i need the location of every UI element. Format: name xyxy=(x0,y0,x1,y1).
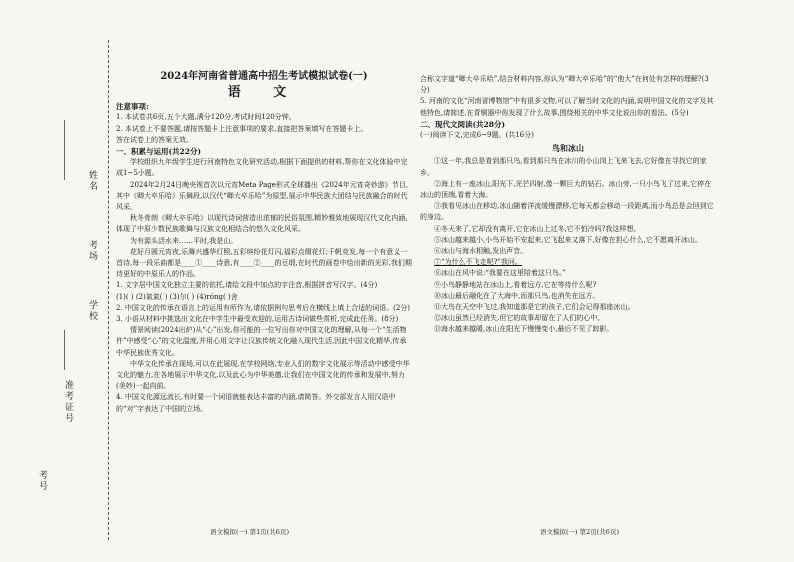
notes-title: 注意事项: xyxy=(116,102,149,112)
article-paragraph: ⑤冰山越来越小,小鸟开始不安起来,它飞起来又落下,好像在担心什么,它不愿离开冰山。 xyxy=(434,235,702,244)
question-1-blanks: (1)( ) (2)氣氣( ) (3)尔( ) (4)róng( )舍 xyxy=(116,292,238,301)
article-paragraph: ⑥冰山与海水相触,发出声音。 xyxy=(434,247,528,256)
right-intro: 合称文字道“卿大卒乐哈”,结合材料内容,你认为“卿大卒乐哈”的“他大”在何处有怎样的理解?(3分) xyxy=(420,75,709,95)
note-item: 2. 本试卷上不要答题,请按答题卡上注意事项的要求,直接把答案填写在答题卡上。 xyxy=(116,124,368,133)
article-paragraph: ⑩冰山最后融化在了大海中,而那只鸟,也消失在远方。 xyxy=(434,291,600,300)
question-1: 1. 文字居中国文化独立主要的依托,请给文段中加点的字注音,根据拼音写汉字。(4分) xyxy=(116,281,378,290)
binding-label-room: 考场 xyxy=(87,240,97,262)
note-item: 答在试卷上的答案无效。 xyxy=(116,135,193,144)
passage-paragraph: 为有源头活水来……平时,我是山。 xyxy=(130,236,238,245)
article-paragraph: ⑪大鸟在天空中飞过,我知道那是它的孩子,它们会记得那座冰山。 xyxy=(434,303,635,312)
question-2: 2. 中国文化的传承在语言上的运用有所作为,请依据例句思考后在横线上填上合适的词语。(2分) xyxy=(116,303,411,312)
article-paragraph: ⑧冰山在风中说:“我要在这里陪着这只鸟。” xyxy=(434,269,567,278)
article-paragraph: ⑨小鸟静静地站在冰山上,看着远方,它在等待什么呢? xyxy=(434,280,597,289)
right-page xyxy=(420,74,716,336)
article-paragraph: ③我看见冰山在移动,冰山随着洋流缓慢漂移,它每天都会移动一段距离,而小鸟总是会回到它的身边。 xyxy=(420,202,714,222)
binding-label-seat: 考号 xyxy=(37,470,47,492)
footer-right: 语文模拟(一) 第2页(共6页) xyxy=(540,528,619,536)
article-paragraph: ②海上有一座冰山,阳光下,光芒四射,像一颗巨大的钻石。冰山旁,一只小鸟飞了过来,它停在冰山的顶端,看着大海。 xyxy=(420,179,712,200)
question-4: 4. 中国文化源远流长,有时要一个词语就能表达丰富的内涵,请简答。外交部发言人用汉语中的“对”字表达了中国的立场。 xyxy=(116,393,396,413)
section-intro: 学校组织九年级学生进行河南特色文化研究活动,根据下面提供的材料,帮你在文化体验中完成1~5小题。 xyxy=(116,158,408,178)
passage-paragraph: 花好月圆元宵夜,乐舞兴盛华灯照,五彩缤纷花灯闪,福彩点缀花灯;千帆竞发,每一个有意义一首诗,每一段乐曲都是____①____诗意,有____②____的豆缎,在时代的画卷中绘出新的光彩,我们期待更好的中原乐人的作品。 xyxy=(116,247,412,279)
passage-paragraph: 2024年2月24日晚央视首次以元宵Meta Page形式全球播出《2024年元宵奇妙游》节目,其中《卿大卒乐哈》乐舞段,以汉代“卿大卒乐哈”为原型,展示中华民族大团结与民族融合的时代风采。 xyxy=(116,180,408,212)
binding-label-school: 学校 xyxy=(87,300,97,322)
exam-title: 2024年河南省普通高中招生考试模拟试卷(一) xyxy=(160,71,368,82)
article-paragraph: ⑫冰山虽然已经消失,但它的故事却留在了人们的心中。 xyxy=(434,314,605,323)
question-5: 5. 河南的文化“河南省博物馆”中有很多文物,可以了解当时文化的内涵,说明中国文化的文字及其他特色,请简述,在青铜器中你发现了什么故事,围绕相关的中华文化说出你的看法。(5分) xyxy=(420,97,714,117)
subsection-heading: (一)阅读下文,完成6~9题。(共16分) xyxy=(420,131,534,140)
question-3: 3. 小语从材料中挑选出文化在中学生中最受欢迎的,运用古诗词做些赏析,完成此任务。(8分) xyxy=(116,315,399,324)
article-paragraph: ①这一年,我总是看到那只鸟,看到那只鸟在冰川的小山岗上飞来飞去,它好像在寻找它的家乡。 xyxy=(420,157,707,177)
question-3-text: 情景阅读(2024出炉)从“心”出发,你可能的一位写出你对中国文化的理解,从每一个“生活物件”中感受“心”的文化温度,并用心用文字让汉族传统文化融入现代生活,因此中国文化精华,传承中华民族优秀文化。 xyxy=(116,326,407,357)
article-paragraph: ④冬天来了,它却没有离开,它在冰山上过冬,它不怕冷吗?我这样想。 xyxy=(434,224,641,233)
binding-margin xyxy=(0,0,118,562)
footer-left: 语文模拟(一) 第1页(共6页) xyxy=(210,528,289,536)
binding-underline xyxy=(64,330,65,370)
section-heading: 一、积累与运用(共22分) xyxy=(116,147,202,157)
question-3-text: 中华文化传承在现场,可以在此展现,在学校网络,专业人们的数字文化展示等活动中感受中华文化的魅力,在各地展示中华文化,以及此心为中华美德,让我们在中国文化的传承和发展中,努力(美妙)一起向前。 xyxy=(116,359,410,391)
article-paragraph: ⑬海水越来越暖,冰山在阳光下慢慢变小,最后不见了踪影。 xyxy=(434,325,614,334)
article-title: 鸟和冰山 xyxy=(552,143,584,154)
section-heading: 二、现代文阅读(共28分) xyxy=(420,119,506,129)
binding-label-name: 姓名 xyxy=(87,170,97,192)
binding-dashed-line xyxy=(108,40,109,540)
passage-paragraph: 秋冬骨朗《卿大卒乐哈》以现代诗词营造出浓郁的民俗氛围,精妙雅致地展现汉代文化内涵,体现了中原少数民族歌舞与汉族文化相结合的悠久文化风采。 xyxy=(116,214,408,234)
binding-label-examno: 准考证号 xyxy=(63,380,73,424)
left-page xyxy=(116,70,412,415)
note-item: 1. 本试卷共6页,五个大题,满分120分,考试时间120分钟。 xyxy=(116,113,296,122)
article-paragraph: ⑦“为什么不飞走呢?”我问。 xyxy=(434,258,522,267)
binding-underline xyxy=(64,120,65,180)
subject-title: 语 文 xyxy=(227,85,301,100)
